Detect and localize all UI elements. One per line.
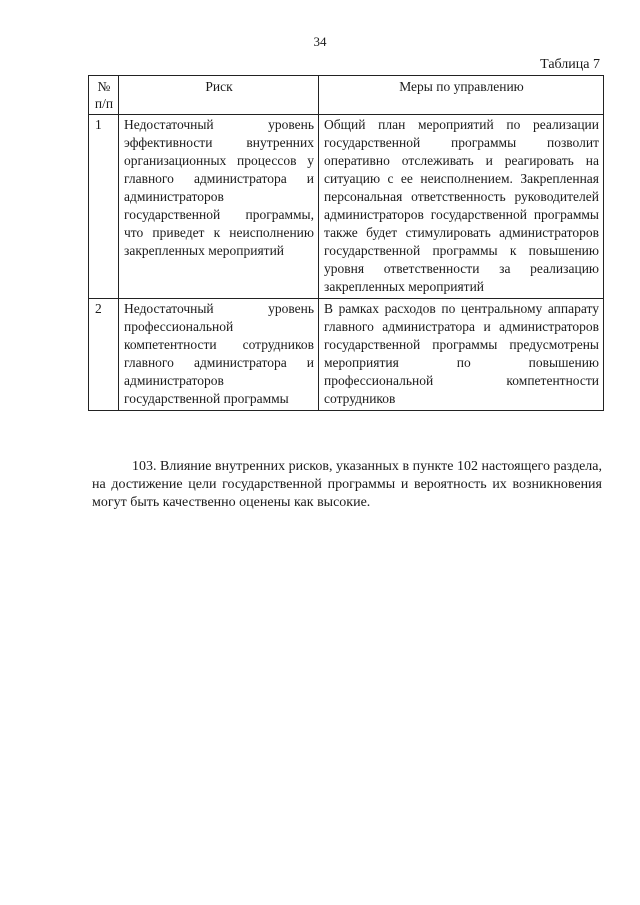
measures-cell: Общий план мероприятий по реализации государственной программы позволит оперативно отслеживать и реагировать на ситуацию с ее неисполнением. Закрепленная персональная ответственность руководителей администраторов государственной программы также будет стимулировать администраторов государственной программы к повышению уровня ответственности за реализацию закрепленных мероприятий [319,115,604,299]
table-header-row [89,76,604,115]
risk-table [88,75,604,411]
measures-cell: В рамках расходов по центральному аппарату главного администратора и администраторов государственной программы предусмотрены мероприятия по повышению профессиональной компетентности сотрудников [319,299,604,411]
page-number: 34 [313,34,327,49]
risk-cell: Недостаточный уровень эффективности внутренних организационных процессов у главного администратора и администраторов государственной программы, что приведет к неисполнению закрепленных мероприятий [119,115,319,299]
body-paragraph: 103. Влияние внутренних рисков, указанных в пункте 102 настоящего раздела, на достижение цели государственной программы и вероятность их возникновения могут быть качественно оценены как высокие. [92,459,602,510]
risk-cell: Недостаточный уровень профессиональной компетентности сотрудников главного администратора и администраторов государственной программы [119,299,319,411]
header-measures: Меры по управлению [319,76,604,115]
header-num-line1: № [97,79,111,94]
table-row [89,115,604,299]
row-number: 2 [89,299,119,411]
table-row [89,299,604,411]
row-number: 1 [89,115,119,299]
header-num-line2: п/п [94,96,114,111]
table-caption: Таблица 7 [540,57,600,72]
header-risk: Риск [119,76,319,115]
header-num [89,76,119,115]
